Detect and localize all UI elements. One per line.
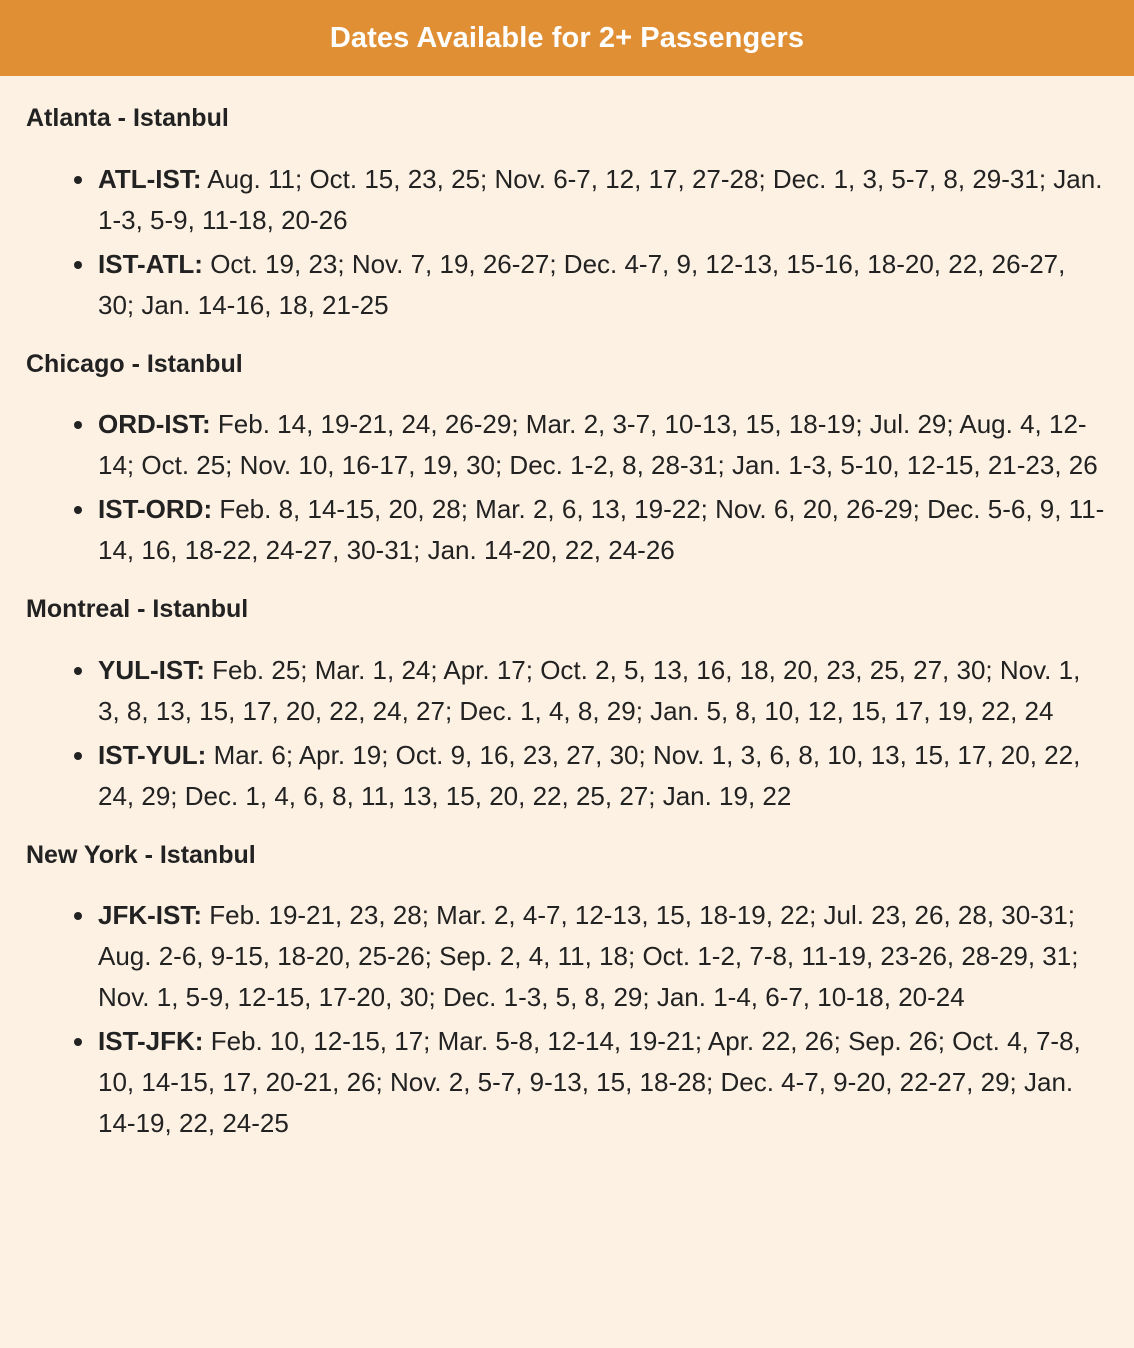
bullet-icon: [74, 912, 82, 920]
page-header: [0, 0, 1134, 76]
list-item: [98, 159, 1108, 241]
route-dates: Feb. 10, 12-15, 17; Mar. 5-8, 12-14, 19-21; Apr. 22, 26; Sep. 26; Oct. 4, 7-8, 10, 14-15, 17, 20-21, 26; Nov. 2, 5-7, 9-13, 15, 18-28; Dec. 4-7, 9-20, 22-27, 29; Jan. 14-19, 22, 24-25: [98, 1026, 1081, 1138]
bullet-icon: [74, 421, 82, 429]
route-dates-list: [26, 404, 1108, 571]
route-dates: Feb. 8, 14-15, 20, 28; Mar. 2, 6, 13, 19-22; Nov. 6, 20, 26-29; Dec. 5-6, 9, 11-14, 16, 18-22, 24-27, 30-31; Jan. 14-20, 22, 24-26: [98, 494, 1105, 565]
list-item: [98, 404, 1108, 486]
bullet-icon: [74, 752, 82, 760]
route-dates: Feb. 25; Mar. 1, 24; Apr. 17; Oct. 2, 5, 13, 16, 18, 20, 23, 25, 27, 30; Nov. 1, 3, 8, 13, 15, 17, 20, 22, 24, 27; Dec. 1, 4, 8, 29; Jan. 5, 8, 10, 12, 15, 17, 19, 22, 24: [98, 654, 1081, 726]
page-title: Dates Available for 2+ Passengers: [329, 21, 805, 54]
section-montreal-istanbul: [26, 593, 1108, 817]
route-dates: Feb. 14, 19-21, 24, 26-29; Mar. 2, 3-7, 10-13, 15, 18-19; Jul. 29; Aug. 4, 12-14; Oct. 25; Nov. 10, 16-17, 19, 30; Dec. 1-2, 8, 28-31; Jan. 1-3, 5-10, 12-15, 21-23, 26: [98, 409, 1098, 480]
section-chicago-istanbul: [26, 348, 1108, 572]
bullet-icon: [74, 1038, 82, 1046]
bullet-icon: [74, 667, 82, 675]
section-title: Atlanta - Istanbul: [26, 104, 229, 132]
route-dates: Aug. 11; Oct. 15, 23, 25; Nov. 6-7, 12, 17, 27-28; Dec. 1, 3, 5-7, 8, 29-31; Jan. 1-3, 5-9, 11-18, 20-26: [98, 163, 1103, 235]
bullet-icon: [74, 176, 82, 184]
list-item: [98, 489, 1108, 571]
section-title: New York - Istanbul: [26, 840, 256, 869]
section-title: Chicago - Istanbul: [26, 349, 243, 378]
route-code: IST-ORD:: [98, 494, 213, 524]
route-code: IST-YUL:: [98, 739, 207, 770]
list-item: [98, 244, 1108, 326]
section-atlanta-istanbul: [26, 102, 1108, 326]
list-item: [98, 1021, 1108, 1144]
section-new-york-istanbul: [26, 839, 1108, 1145]
route-code: YUL-IST:: [98, 654, 205, 685]
list-item: [98, 650, 1108, 732]
route-code: IST-ATL:: [98, 248, 203, 279]
route-dates-list: [26, 650, 1108, 817]
bullet-icon: [74, 506, 82, 514]
route-code: JFK-IST:: [98, 900, 202, 930]
route-dates-list: [26, 895, 1108, 1144]
route-dates: Oct. 19, 23; Nov. 7, 19, 26-27; Dec. 4-7, 9, 12-13, 15-16, 18-20, 22, 26-27, 30; Jan. 14-16, 18, 21-25: [98, 248, 1066, 320]
route-list: [0, 76, 1134, 1144]
bullet-icon: [74, 261, 82, 269]
route-code: ATL-IST:: [98, 163, 202, 194]
route-code: IST-JFK:: [98, 1026, 204, 1056]
route-code: ORD-IST:: [98, 409, 211, 439]
list-item: [98, 735, 1108, 817]
route-dates: Feb. 19-21, 23, 28; Mar. 2, 4-7, 12-13, 15, 18-19, 22; Jul. 23, 26, 28, 30-31; Aug. 2-6, 9-15, 18-20, 25-26; Sep. 2, 4, 11, 18; Oct. 1-2, 7-8, 11-19, 23-26, 28-29, 31; Nov. 1, 5-9, 12-15, 17-20, 30; Dec. 1-3, 5, 8, 29; Jan. 1-4, 6-7, 10-18, 20-24: [98, 900, 1079, 1012]
list-item: [98, 895, 1108, 1018]
route-dates: Mar. 6; Apr. 19; Oct. 9, 16, 23, 27, 30; Nov. 1, 3, 6, 8, 10, 13, 15, 17, 20, 22, 24, 29; Dec. 1, 4, 6, 8, 11, 13, 15, 20, 22, 25, 27; Jan. 19, 22: [98, 739, 1081, 811]
section-title: Montreal - Istanbul: [26, 595, 249, 623]
route-dates-list: [26, 159, 1108, 326]
